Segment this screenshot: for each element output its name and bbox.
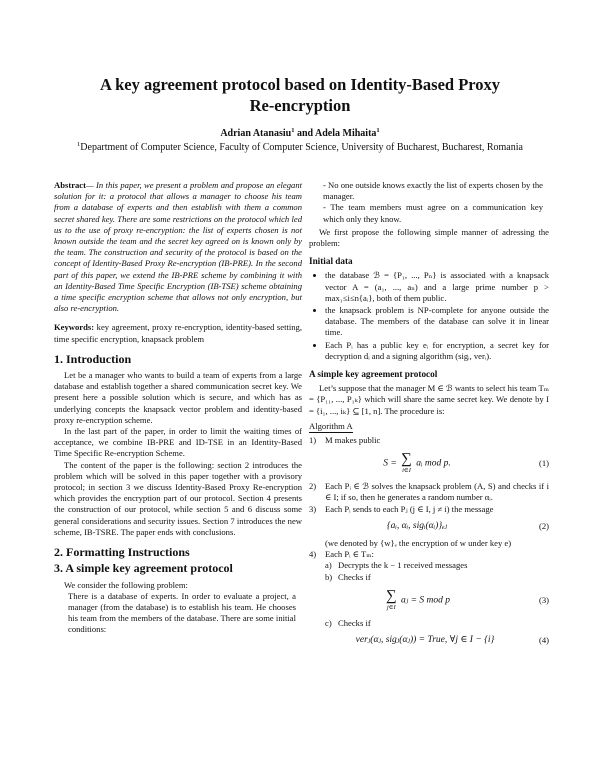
list-item: • Each Pᵢ has a public key eᵢ for encryption, a secret key for decryption dᵢ and a signing algorithm (sigᵢ, verᵢ). bbox=[325, 340, 549, 362]
title-line-1: A key agreement protocol based on Identity-Based Proxy bbox=[99, 75, 501, 94]
algorithm-title: Algorithm A bbox=[309, 421, 353, 433]
abstract bbox=[54, 180, 302, 314]
paper-title bbox=[40, 74, 560, 116]
intro-paragraph-3: The content of the paper is the following: section 2 introduces the problem which will be solved in this paper together with a provisory protocol; in section 3 we discuss Identity-Based Proxy Re-encryption which provides the encryption part of our protocol. Section 4 presents the construction of our protocol, while section 5 and 6 discuss some general considerations and security issues. Section 7 introduces the new scheme, IB-TSRE. The paper ends with conclusions. bbox=[54, 459, 302, 537]
eq1-sum-index: i∈I bbox=[402, 467, 411, 475]
keywords-text: key agreement, proxy re-encryption, identity-based setting, time specific encryption, knapsack problem bbox=[54, 322, 302, 344]
eq4-body: verⱼ(αⱼ, sigⱼ(αⱼ)) = True, ∀j ∈ I − {i} bbox=[355, 635, 495, 646]
step-number: 3) bbox=[309, 503, 317, 514]
affiliation bbox=[40, 142, 560, 153]
section3-quote: There is a database of experts. In order to evaluate a project, a manager (from the database) is to establish his team. He chooses his team from the members of the database. There are some initial conditions: bbox=[68, 590, 296, 635]
suppose-paragraph: Let’s suppose that the manager M ∈ ℬ wants to select his team Tₘ = {P₁₁, ..., P₁ₖ} which will share the same secret key. We denote by I = {i₁, ..., iₖ} ⊆ [1, n]. The procedure is: bbox=[309, 383, 549, 416]
substep-text: Decrypts the k − 1 received messages bbox=[338, 560, 468, 571]
step-number: 2) bbox=[309, 481, 317, 492]
formatting-heading: 2. Formatting Instructions bbox=[54, 545, 190, 560]
algorithm-step-3-note bbox=[309, 538, 549, 549]
intro-heading: 1. Introduction bbox=[54, 351, 132, 366]
intro-paragraph-1: Let be a manager who wants to build a team of experts from a large database and establish together a shared communication secret key. We present here a possible solution which is secure, and which has as underlying concepts the knapsack vector problem and identity-based proxy re-encryption scheme. bbox=[54, 370, 302, 425]
step-text: M makes public bbox=[325, 435, 381, 446]
algorithm-a bbox=[309, 421, 549, 646]
simple-protocol-heading: A simple key agreement protocol bbox=[309, 369, 438, 380]
substep-c bbox=[325, 618, 549, 629]
equation-number: (4) bbox=[538, 635, 549, 646]
equation-number: (2) bbox=[538, 520, 549, 531]
section3-heading: 3. A simple key agreement protocol bbox=[54, 561, 233, 576]
authors-text: Adrian Atanasiu$^1$ and Adela Mihaita$^1$ bbox=[220, 127, 380, 139]
algorithm-step-2 bbox=[309, 481, 549, 503]
section3-lead: We consider the following problem: bbox=[64, 579, 188, 590]
algorithm-step-4 bbox=[309, 549, 549, 560]
condition-1: - No one outside knows exactly the list of experts chosen by the manager. bbox=[323, 180, 543, 202]
title-line-2: Re-encryption bbox=[249, 96, 351, 115]
intro-paragraph-2: In the last part of the paper, in order to limit the waiting times of acceptance, we combine IB-PRE and ID-TSE in an Identity-Based Time Specific Re-encryption Scheme. bbox=[54, 426, 302, 459]
sum-symbol: ∑ j∈I bbox=[385, 587, 397, 611]
eq2-body: {aᵢ, αᵢ, sigᵢ(αᵢ)}ₑⱼ bbox=[386, 520, 448, 531]
substep-text: Checks if bbox=[338, 617, 371, 628]
algorithm-step-3 bbox=[309, 504, 549, 515]
initial-data-list bbox=[309, 270, 549, 362]
keywords-label: Keywords: bbox=[54, 322, 95, 333]
eq3-body: aⱼ = S mod p bbox=[401, 595, 451, 606]
list-item: • the knapsack problem is NP-complete for anyone outside the database. The members of the database can solve it in linear time. bbox=[325, 305, 549, 339]
left-column bbox=[54, 180, 302, 636]
equation-number: (1) bbox=[538, 458, 549, 469]
step-text: Each Pᵢ ∈ Tₘ: bbox=[325, 549, 374, 560]
eq1-lhs: S = bbox=[383, 458, 397, 469]
abstract-label: Abstract bbox=[54, 180, 86, 190]
substep-number: b) bbox=[325, 571, 333, 582]
eq3-sum-index: j∈I bbox=[386, 603, 396, 611]
equation-1 bbox=[309, 452, 549, 475]
algorithm-step-1 bbox=[309, 435, 549, 446]
step-number: 4) bbox=[309, 549, 317, 560]
author-sup: 1 bbox=[291, 127, 295, 134]
substep-b bbox=[325, 572, 549, 583]
sum-symbol: ∑ i∈I bbox=[401, 451, 412, 475]
substep-number: a) bbox=[325, 560, 332, 571]
step-note: (we denoted by {w}ₑ the encryption of w under key e) bbox=[325, 538, 512, 549]
step-text: Each Pᵢ sends to each Pⱼ (j ∈ I, j ≠ i) the message bbox=[325, 503, 494, 514]
substep-number: c) bbox=[325, 617, 332, 628]
substep-text: Checks if bbox=[338, 571, 371, 582]
equation-3 bbox=[309, 589, 549, 612]
author-sup: 1 bbox=[376, 127, 380, 134]
right-column bbox=[309, 180, 549, 652]
abstract-text: — In this paper, we present a problem and propose an elegant solution for it: a protocol that allows a manager to choose his team from a database of experts and then establish with them a common secret shared key. There are some restrictions on the protocol which led us to the use of proxy re-encryption: the list of experts chosen is not known outside the team and the secret key agreed on is known only by the team. The construction and security of the protocol is based on the concept of Identity-Based Proxy Re-encryption (IB-PRE). In the second part of this paper, we extend the IB-PRE scheme by combining it with an Identity-Based Time Specific Encryption (IB-TSE) scheme obtaining a time specific encryption scheme that allows not only encryption, but also re-encryption. bbox=[54, 180, 302, 314]
equation-2 bbox=[309, 521, 549, 532]
keywords bbox=[54, 322, 302, 344]
substep-a bbox=[325, 560, 549, 571]
step-text: Each Pᵢ ∈ ℬ solves the knapsack problem (A, S) and checks if i ∈ I; if so, then he generates a random number αᵢ. bbox=[325, 481, 549, 503]
equation-number: (3) bbox=[538, 594, 549, 605]
propose-paragraph: We first propose the following simple manner of adressing the problem: bbox=[309, 226, 549, 249]
equation-4 bbox=[325, 635, 549, 646]
affiliation-sup: 1 bbox=[77, 141, 81, 148]
authors bbox=[40, 128, 560, 139]
condition-2: - The team members must agree on a communication key which only they know. bbox=[323, 202, 543, 224]
list-item: • the database ℬ = {P₁, ..., Pₙ} is associated with a knapsack vector A = (a₁, ..., aₙ) and a large prime number p > max₁≤i≤n{aᵢ}, both of them public. bbox=[325, 270, 549, 304]
initial-data-heading: Initial data bbox=[309, 256, 353, 267]
affiliation-text: Department of Computer Science, Faculty of Computer Science, University of Bucharest, Bucharest, Romania bbox=[80, 142, 523, 153]
eq1-rhs: aᵢ mod p. bbox=[416, 458, 451, 469]
step-number: 1) bbox=[309, 435, 317, 446]
